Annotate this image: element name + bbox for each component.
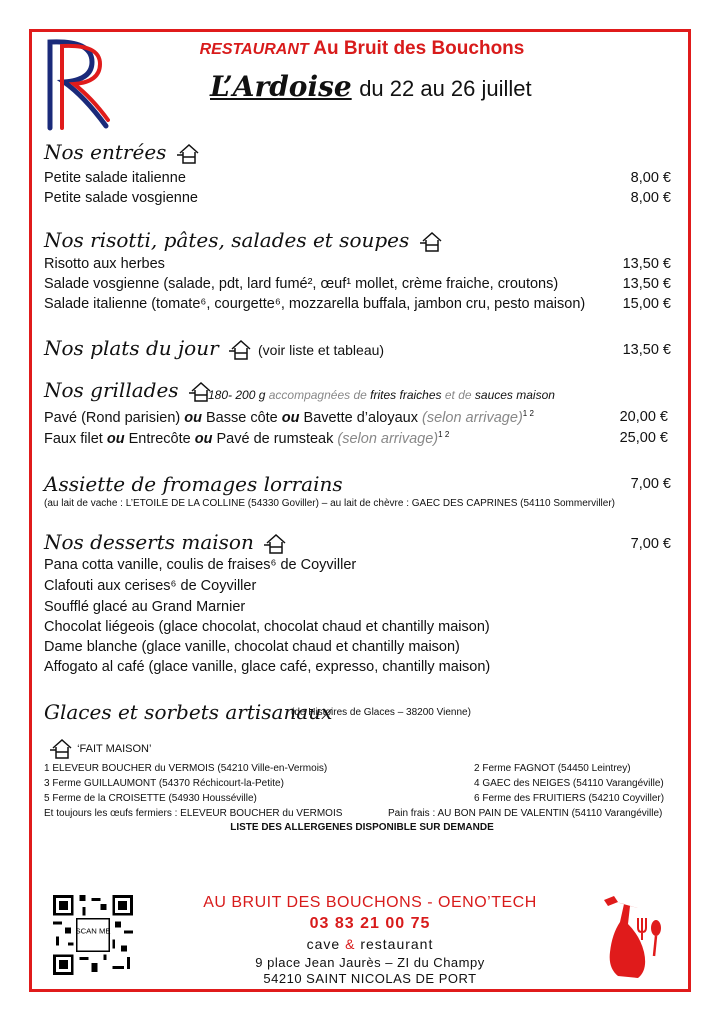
section-grillades-title [44,378,213,403]
item-arrivage: (selon arrivage) [337,430,439,447]
risotti-price-2: 13,50 € [622,276,671,292]
supplier-left-4: Et toujours les œufs fermiers : ELEVEUR BOUCHER du VERMOIS [44,808,343,819]
item-sup: 1 2 [438,430,450,439]
restaurant-name: Au Bruit des Bouchons [313,38,525,59]
allergenes-note: LISTE DES ALLERGENES DISPONIBLE SUR DEMANDE [230,822,494,833]
item-part: Bavette d’aloyaux [303,409,418,426]
grillades-frites: frites fraiches [370,388,442,402]
section-fromages-title: Assiette de fromages lorrains [44,472,343,496]
footer-cave-word: cave [306,936,341,952]
grillades-note [208,388,555,402]
grillades-acc2: et de [444,388,472,402]
section-plats-title [44,336,253,361]
section-title-text: Nos grillades [44,378,179,402]
qr-label: SCAN ME [75,926,111,936]
item-ou: ou [281,409,300,426]
dessert-item-6: Affogato al café (glace vanille, glace café, expresso, chantilly maison) [44,659,491,675]
section-glaces-title: Glaces et sorbets artisanaux [44,700,333,724]
glaces-note: (de Histoires de Glaces – 38200 Vienne) [291,707,471,718]
risotti-price-1: 13,50 € [622,256,671,272]
section-title-text: Nos desserts maison [44,530,254,554]
item-part: Basse côte [206,409,278,426]
fait-maison-icon [229,339,253,361]
restaurant-title [0,38,724,60]
footer-name: AU BRUIT DES BOUCHONS - OENO’TECH [203,894,537,911]
item-part: Entrecôte [128,430,191,447]
risotti-item-1: Risotto aux herbes [44,256,165,272]
dessert-item-3: Soufflé glacé au Grand Marnier [44,599,246,615]
supplier-right-4: Pain frais : AU BON PAIN DE VALENTIN (54110 Varangéville) [388,808,663,819]
ardoise-dates: du 22 au 26 juillet [359,76,532,101]
fait-maison-icon [177,143,201,165]
dessert-item-5: Dame blanche (glace vanille, chocolat chaud et chantilly maison) [44,639,460,655]
grillades-weight: 180- 200 g [208,388,266,402]
supplier-right-2: 4 GAEC des NEIGES (54110 Varangéville) [474,778,664,789]
fait-maison-icon [50,738,74,760]
ardoise-label: L’Ardoise [210,70,352,103]
item-part: Pavé de rumsteak [216,430,334,447]
item-ou: ou [184,409,202,426]
section-risotti-title [44,228,444,253]
supplier-right-1: 2 Ferme FAGNOT (54450 Leintrey) [474,763,631,774]
section-title-text: Nos entrées [44,140,167,164]
footer-address1: 9 place Jean Jaurès – ZI du Champy [255,955,485,970]
fait-maison-icon [420,231,444,253]
item-ou: ou [194,430,213,447]
footer-amp: & [345,936,356,952]
plats-note: (voir liste et tableau) [258,342,385,358]
dessert-item-2: Clafouti aux cerises⁶ de Coyviller [44,578,257,594]
grillades-acc1: accompagnées de [268,388,367,402]
footer-phone[interactable]: 03 83 21 00 75 [309,915,431,932]
dessert-item-4: Chocolat liégeois (glace chocolat, chocolat chaud et chantilly maison) [44,619,490,635]
risotti-item-3: Salade italienne (tomate⁶, courgette⁶, mozzarella buffala, jambon cru, pesto maison) [44,296,586,312]
bottle-logo-icon [598,894,668,982]
section-entrees-title [44,140,201,165]
item-part: Faux filet [44,430,103,447]
footer-cave [160,936,580,952]
footer-restaurant-word: restaurant [360,936,434,952]
section-desserts-title [44,530,288,555]
risotti-item-2: Salade vosgienne (salade, pdt, lard fumé², œuf¹ mollet, crème fraiche, croutons) [44,276,559,292]
grillades-item-1 [44,409,534,426]
entree-price-2: 8,00 € [630,190,671,206]
grillades-price-1: 20,00 € [619,409,668,425]
item-sup: 1 2 [522,409,534,418]
ardoise-title [210,70,532,103]
desserts-price: 7,00 € [630,536,671,552]
supplier-right-3: 6 Ferme des FRUITIERS (54210 Coyviller) [474,793,665,804]
fait-maison-label: ‘FAIT MAISON’ [77,742,152,755]
supplier-left-2: 3 Ferme GUILLAUMONT (54370 Réchicourt-la-Petite) [44,778,284,789]
plats-price: 13,50 € [622,342,671,358]
section-title-text: Nos risotti, pâtes, salades et soupes [44,228,410,252]
dessert-item-1: Pana cotta vanille, coulis de fraises⁶ de Coyviller [44,557,357,573]
item-arrivage: (selon arrivage) [422,409,523,426]
supplier-left-3: 5 Ferme de la CROISETTE (54930 Housséville) [44,793,257,804]
item-part: Pavé (Rond parisien) [44,409,181,426]
restaurant-prefix: RESTAURANT [199,41,309,58]
entree-item-2: Petite salade vosgienne [44,190,198,206]
entree-item-1: Petite salade italienne [44,170,186,186]
grillades-price-2: 25,00 € [619,430,668,446]
fromages-note: (au lait de vache : L’ETOILE DE LA COLLINE (54330 Goviller) – au lait de chèvre : GAEC DES CAPRINES (54110 Sommerviller) [44,498,615,509]
risotti-price-3: 15,00 € [622,296,671,312]
grillades-sauces: sauces maison [474,388,555,402]
grillades-item-2 [44,430,449,447]
fromages-price: 7,00 € [630,476,671,492]
footer-address2: 54210 SAINT NICOLAS DE PORT [263,971,477,986]
fait-maison-legend [50,738,151,760]
section-title-text: Nos plats du jour [44,336,219,360]
qr-code-icon[interactable] [50,892,136,978]
supplier-left-1: 1 ELEVEUR BOUCHER du VERMOIS (54210 Ville-en-Vermois) [44,763,328,774]
item-ou: ou [106,430,125,447]
entree-price-1: 8,00 € [630,170,671,186]
fait-maison-icon [264,533,288,555]
